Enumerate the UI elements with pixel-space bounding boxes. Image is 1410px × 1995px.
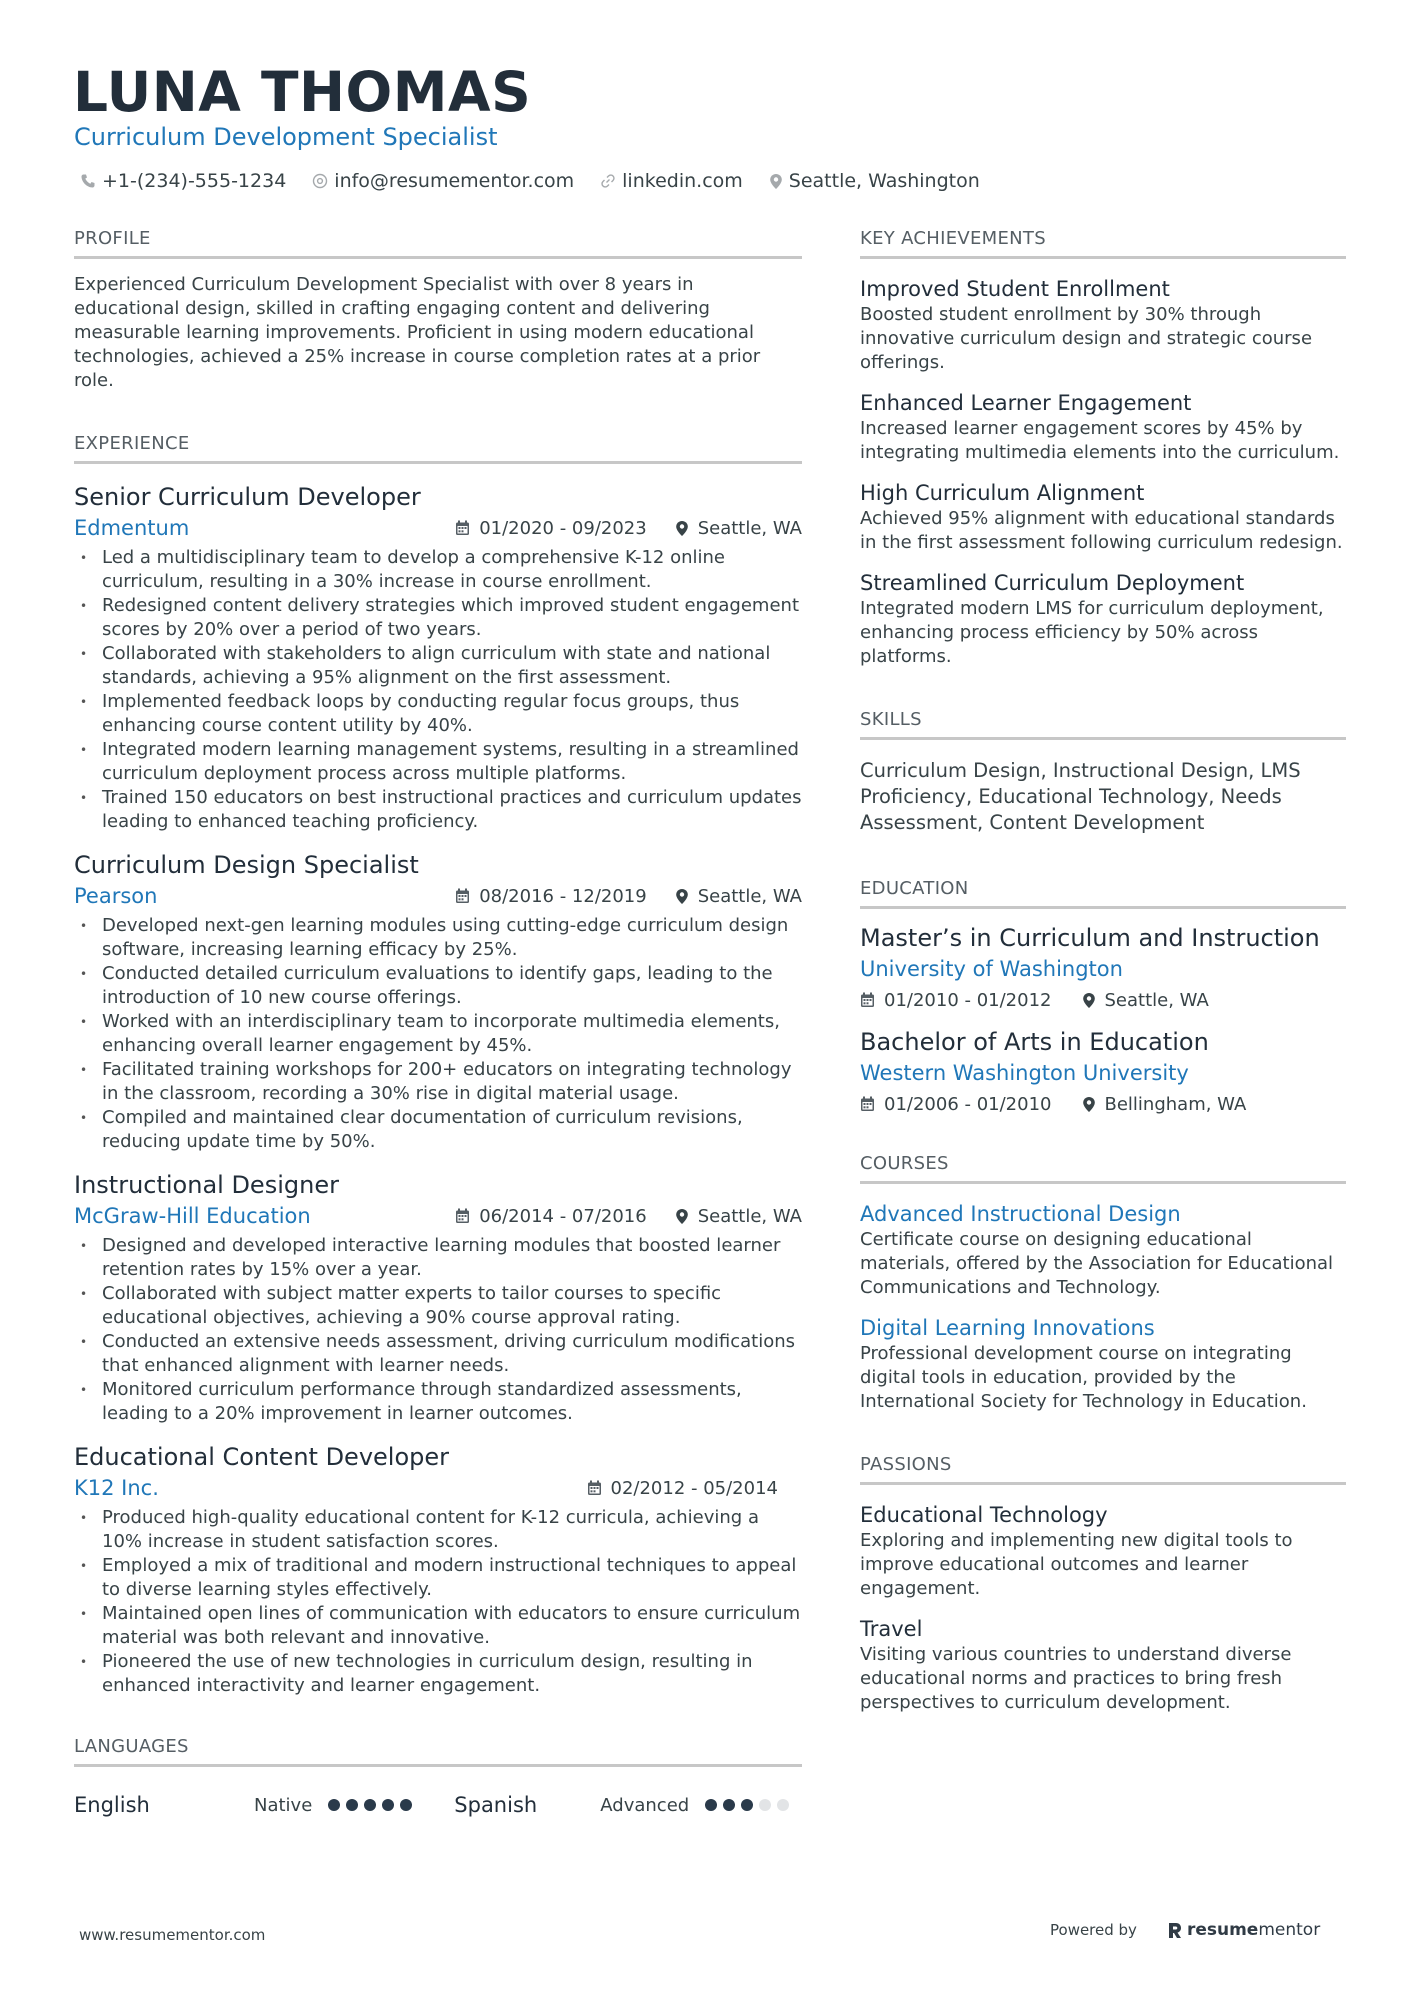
language-level: Native (254, 1794, 313, 1816)
footer-powered-by (1050, 1920, 1320, 1940)
dates-text: 06/2014 - 07/2016 (479, 1205, 647, 1227)
education-dates (860, 990, 1052, 1011)
resumementor-logo-icon (1167, 1921, 1183, 1939)
calendar-icon (455, 1208, 470, 1224)
degree-title: Bachelor of Arts in Education (860, 1028, 1209, 1056)
dates-text: 01/2006 - 01/2010 (884, 1093, 1052, 1115)
job-role: Curriculum Development Specialist (74, 123, 498, 151)
location-pin-icon (1082, 1096, 1096, 1113)
location-pin-icon (675, 520, 689, 537)
education-section (860, 876, 1346, 1119)
contact-location (769, 168, 980, 194)
bullet-item: • Compiled and maintained clear documentation of curriculum revisions, reducing update time by 50%. (74, 1106, 802, 1154)
dates-text: 01/2010 - 01/2012 (884, 989, 1052, 1011)
bullet-item: • Worked with an interdisciplinary team to incorporate multimedia elements, enhancing overall learner engagement by 45%. (74, 1010, 802, 1058)
contact-email[interactable] (312, 168, 574, 194)
language-rating (328, 1799, 454, 1811)
location-text: Bellingham, WA (1104, 1093, 1247, 1115)
brand-logo[interactable] (1167, 1920, 1320, 1940)
location-text: Seattle, Washington (788, 170, 980, 192)
education-entry (860, 1027, 1346, 1119)
passion-item (860, 1615, 1346, 1715)
location-pin-icon (675, 888, 689, 905)
job-meta (74, 880, 802, 912)
education-meta (860, 985, 1346, 1015)
at-icon (312, 173, 328, 189)
language-name: Spanish (454, 1793, 538, 1817)
rating-dot-filled (705, 1799, 717, 1811)
bullet-item: • Led a multidisciplinary team to develop a comprehensive K-12 online curriculum, resulting in a 30% increase in course enrollment. (74, 546, 802, 594)
passions-section (860, 1452, 1346, 1715)
job-meta (74, 1472, 802, 1504)
achievement-title: High Curriculum Alignment (860, 481, 1145, 505)
location-text: Seattle, WA (697, 517, 802, 539)
profile-section (74, 226, 802, 393)
calendar-icon (860, 1096, 875, 1112)
courses-section (860, 1151, 1346, 1414)
calendar-icon (587, 1480, 602, 1496)
education-location (1082, 990, 1209, 1011)
contact-phone[interactable] (80, 168, 286, 194)
job-bullets (74, 1234, 802, 1426)
job-dates (455, 518, 647, 539)
passion-text: Visiting various countries to understand diverse educational norms and practices to bring fresh perspectives to curriculum development. (860, 1644, 1292, 1713)
bullet-item: • Implemented feedback loops by conducting regular focus groups, thus enhancing course content utility by 40%. (74, 690, 802, 738)
passion-title: Educational Technology (860, 1503, 1108, 1527)
section-title-education: EDUCATION (860, 876, 1346, 909)
experience-entry (74, 850, 802, 1154)
footer-website[interactable]: www.resumementor.com (79, 1926, 266, 1944)
rating-dot-filled (741, 1799, 753, 1811)
left-column (74, 226, 802, 1823)
company-name: McGraw-Hill Education (74, 1204, 311, 1228)
job-bullets (74, 914, 802, 1154)
calendar-icon (455, 888, 470, 904)
location-text: Seattle, WA (1104, 989, 1209, 1011)
course-text: Professional development course on integrating digital tools in education, provided by the International Society for Technology in Education. (860, 1343, 1307, 1412)
section-title-courses: COURSES (860, 1151, 1346, 1184)
rating-dot-filled (364, 1799, 376, 1811)
experience-entry (74, 482, 802, 834)
rating-dot-empty (759, 1799, 771, 1811)
job-title: Instructional Designer (74, 1171, 339, 1199)
section-title-languages: LANGUAGES (74, 1734, 802, 1767)
degree-title: Master’s in Curriculum and Instruction (860, 924, 1320, 952)
bullet-item: • Facilitated training workshops for 200+ educators on integrating technology in the classroom, recording a 30% rise in digital material usage. (74, 1058, 802, 1106)
email-text: info@resumementor.com (334, 170, 575, 192)
job-meta (74, 1200, 802, 1232)
bullet-item: • Conducted detailed curriculum evaluations to identify gaps, leading to the introduction of 10 new course offerings. (74, 962, 802, 1010)
section-title-skills: SKILLS (860, 707, 1346, 740)
job-dates (455, 886, 647, 907)
bullet-item: • Collaborated with stakeholders to align curriculum with state and national standards, achieving a 95% alignment on the first assessment. (74, 642, 802, 690)
achievement-text: Achieved 95% alignment with educational standards in the first assessment following curriculum redesign. (860, 508, 1343, 553)
calendar-icon (455, 520, 470, 536)
achievement-item (860, 275, 1346, 375)
section-title-profile: PROFILE (74, 226, 802, 259)
course-text: Certificate course on designing educational materials, offered by the Association for Educational Communications and Technology. (860, 1229, 1334, 1298)
achievement-item (860, 479, 1346, 555)
job-title: Educational Content Developer (74, 1443, 449, 1471)
experience-section (74, 431, 802, 1698)
education-dates (860, 1094, 1052, 1115)
bullet-item: • Produced high-quality educational content for K-12 curricula, achieving a 10% increase in student satisfaction scores. (74, 1506, 802, 1554)
rating-dot-filled (382, 1799, 394, 1811)
powered-by-label: Powered by (1050, 1921, 1137, 1939)
bullet-item: • Employed a mix of traditional and modern instructional techniques to appeal to diverse learning styles effectively. (74, 1554, 802, 1602)
brand-light: mentor (1258, 1920, 1321, 1940)
language-rating (705, 1799, 795, 1811)
passion-item (860, 1501, 1346, 1601)
passion-text: Exploring and implementing new digital tools to improve educational outcomes and learner engagement. (860, 1530, 1293, 1599)
phone-text: +1-(234)-555-1234 (102, 170, 287, 192)
language-name: English (74, 1793, 150, 1817)
achievement-title: Enhanced Learner Engagement (860, 391, 1192, 415)
achievement-text: Boosted student enrollment by 30% through innovative curriculum design and strategic course offerings. (860, 304, 1313, 373)
language-level: Advanced (600, 1794, 690, 1816)
dates-text: 01/2020 - 09/2023 (479, 517, 647, 539)
location-text: Seattle, WA (697, 885, 802, 907)
job-title: Senior Curriculum Developer (74, 483, 421, 511)
bullet-item: • Designed and developed interactive learning modules that boosted learner retention rates by 15% over a year. (74, 1234, 802, 1282)
brand-bold: resume (1186, 1920, 1259, 1940)
linkedin-text: linkedin.com (622, 170, 743, 192)
rating-dot-filled (346, 1799, 358, 1811)
bullet-item: • Conducted an extensive needs assessment, driving curriculum modifications that enhanced alignment with learner needs. (74, 1330, 802, 1378)
languages-section (74, 1734, 802, 1823)
rating-dot-empty (777, 1799, 789, 1811)
bullet-item: • Collaborated with subject matter experts to tailor courses to specific educational objectives, achieving a 90% course approval rating. (74, 1282, 802, 1330)
dates-text: 02/2012 - 05/2014 (610, 1477, 778, 1499)
candidate-name: LUNA THOMAS (73, 60, 532, 124)
achievement-title: Improved Student Enrollment (860, 277, 1170, 301)
achievements-section (860, 226, 1346, 669)
skills-list: Curriculum Design, Instructional Design, LMS Proficiency, Educational Technology, Needs Assessment, Content Development (860, 759, 1301, 834)
location-pin-icon (1082, 992, 1096, 1009)
job-location (675, 1206, 802, 1227)
bullet-item: • Developed next-gen learning modules using cutting-edge curriculum design software, increasing learning efficacy by 25%. (74, 914, 802, 962)
job-location (675, 518, 802, 539)
job-title: Curriculum Design Specialist (74, 851, 419, 879)
education-meta (860, 1089, 1346, 1119)
course-item (860, 1314, 1346, 1414)
job-location (675, 886, 802, 907)
dates-text: 08/2016 - 12/2019 (479, 885, 647, 907)
calendar-icon (860, 992, 875, 1008)
skills-section (860, 707, 1346, 836)
education-entry (860, 923, 1346, 1015)
passion-title: Travel (860, 1617, 923, 1641)
company-name: K12 Inc. (74, 1476, 159, 1500)
section-title-achievements: KEY ACHIEVEMENTS (860, 226, 1346, 259)
bullet-item: • Redesigned content delivery strategies which improved student engagement scores by 20% over a period of two years. (74, 594, 802, 642)
section-title-experience: EXPERIENCE (74, 431, 802, 464)
bullet-item: • Maintained open lines of communication with educators to ensure curriculum material was both relevant and innovative. (74, 1602, 802, 1650)
location-text: Seattle, WA (697, 1205, 802, 1227)
job-dates (455, 1206, 647, 1227)
bullet-item: • Trained 150 educators on best instructional practices and curriculum updates leading to enhanced teaching proficiency. (74, 786, 802, 834)
achievement-item (860, 569, 1346, 669)
link-icon (600, 173, 616, 189)
course-title: Digital Learning Innovations (860, 1316, 1155, 1340)
course-item (860, 1200, 1346, 1300)
achievement-text: Integrated modern LMS for curriculum deployment, enhancing process efficiency by 50% across platforms. (860, 598, 1324, 667)
bullet-item: • Pioneered the use of new technologies in curriculum design, resulting in enhanced interactivity and learner engagement. (74, 1650, 802, 1698)
profile-summary: Experienced Curriculum Development Specialist with over 8 years in educational design, skilled in crafting engaging content and delivering measurable learning improvements. Proficient in using modern educational technologies, achieved a 25% increase in course completion rates at a prior role. (74, 274, 761, 391)
bullet-item: • Monitored curriculum performance through standardized assessments, leading to a 20% improvement in learner outcomes. (74, 1378, 802, 1426)
experience-entry (74, 1170, 802, 1426)
job-bullets (74, 546, 802, 834)
languages-row (74, 1787, 802, 1823)
section-title-passions: PASSIONS (860, 1452, 1346, 1485)
location-pin-icon (675, 1208, 689, 1225)
company-name: Edmentum (74, 516, 190, 540)
bullet-item: • Integrated modern learning management systems, resulting in a streamlined curriculum deployment process across multiple platforms. (74, 738, 802, 786)
rating-dot-filled (400, 1799, 412, 1811)
achievement-text: Increased learner engagement scores by 45% by integrating multimedia elements into the curriculum. (860, 418, 1340, 463)
achievement-item (860, 389, 1346, 465)
phone-icon (80, 173, 96, 189)
job-dates (587, 1478, 779, 1499)
right-column (860, 226, 1346, 1715)
rating-dot-filled (328, 1799, 340, 1811)
location-pin-icon (769, 173, 783, 190)
achievement-title: Streamlined Curriculum Deployment (860, 571, 1245, 595)
contact-bar (80, 168, 1006, 194)
education-location (1082, 1094, 1247, 1115)
school-name: University of Washington (860, 957, 1123, 981)
experience-entry (74, 1442, 802, 1698)
job-bullets (74, 1506, 802, 1698)
rating-dot-filled (723, 1799, 735, 1811)
contact-linkedin[interactable] (600, 168, 743, 194)
school-name: Western Washington University (860, 1061, 1189, 1085)
job-meta (74, 512, 802, 544)
course-title: Advanced Instructional Design (860, 1202, 1181, 1226)
company-name: Pearson (74, 884, 158, 908)
